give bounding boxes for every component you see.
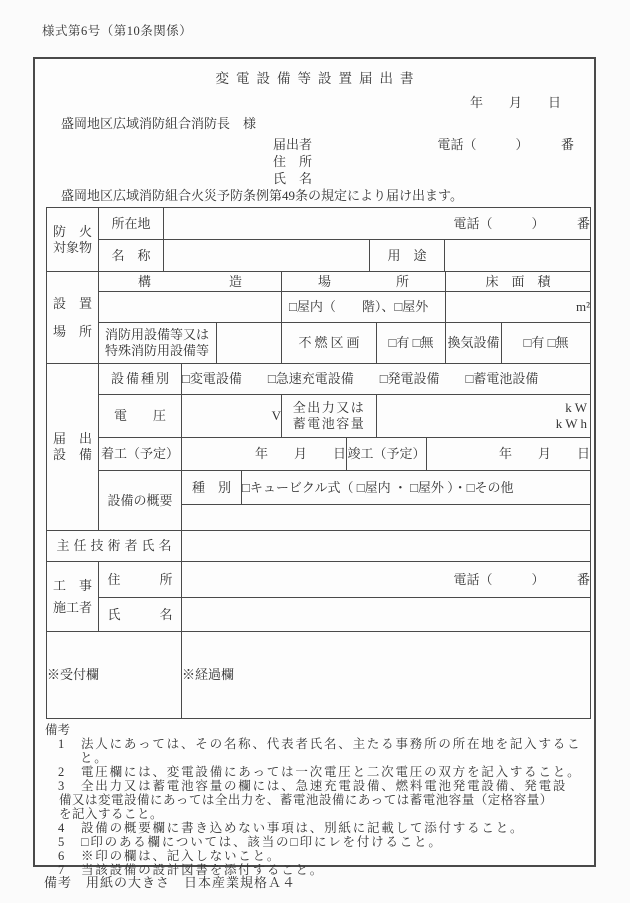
fireproof-label: 不燃区画 bbox=[282, 323, 377, 364]
structure-header: 構 造 bbox=[99, 272, 282, 292]
remark-item-2: 2 電圧欄には、変電設備にあっては一次電圧と二次電圧の双方を記入すること。 bbox=[58, 765, 582, 779]
fire-object-group-label: 防 火 対象物 bbox=[47, 208, 99, 272]
section-install-site bbox=[46, 271, 591, 364]
remark-item-3: 3 全出力又は蓄電池容量の欄には、急速充電設備、燃料電池発電設備、発電設 bbox=[58, 779, 568, 793]
place-header: 場 所 bbox=[282, 272, 446, 292]
use-field bbox=[445, 240, 591, 272]
progress-box: ※経過欄 bbox=[182, 632, 591, 719]
indoor-outdoor-options: □屋内（ 階）、□屋外 bbox=[282, 292, 446, 323]
contractor-name-field bbox=[182, 598, 591, 632]
contractor-address-label: 住 所 bbox=[99, 562, 182, 598]
completion-date-label: 竣工（予定） bbox=[347, 438, 427, 471]
remark-item-1: 1 法人にあっては、その名称、代表者氏名、主たる事務所の所在地を記入するこ bbox=[58, 737, 582, 751]
building-name-field bbox=[164, 240, 370, 272]
chief-engineer-label: 主任技術者氏名 bbox=[47, 531, 182, 562]
voltage-label: 電 圧 bbox=[99, 395, 182, 438]
fire-equipment-field bbox=[217, 323, 282, 364]
remark-item-3-cont2: を記入すること。 bbox=[59, 807, 164, 821]
notifier-row bbox=[273, 136, 594, 153]
chief-engineer-field bbox=[182, 531, 591, 562]
output-label: 全出力又は 蓄電池容量 bbox=[282, 395, 377, 438]
fire-equipment-label: 消防用設備等又は 特殊消防用設備等 bbox=[99, 323, 217, 364]
equipment-type-options: □変電設備 □急速充電設備 □発電設備 □蓄電池設備 bbox=[182, 364, 591, 395]
reception-box: ※受付欄 bbox=[47, 632, 182, 719]
equipment-type-label: 設備種別 bbox=[99, 364, 182, 395]
submission-date-line: 年 月 日 bbox=[469, 95, 561, 110]
fireproof-options: □有 □無 bbox=[377, 323, 446, 364]
contractor-address-field: 電話（ ） 番 bbox=[182, 562, 591, 598]
voltage-field: V bbox=[182, 395, 282, 438]
completion-date-field: 年 月 日 bbox=[427, 438, 591, 471]
overview-label: 設備の概要 bbox=[99, 471, 182, 531]
start-date-field: 年 月 日 bbox=[182, 438, 347, 471]
remark-item-4: 4 設備の概要欄に書き込めない事項は、別紙に記載して添付すること。 bbox=[58, 821, 525, 835]
overview-field bbox=[182, 505, 591, 531]
kind-options: □キュービクル式（ □屋内 ・ □屋外 ）・□その他 bbox=[242, 471, 591, 505]
declaration-line: 盛岡地区広域消防組合火災予防条例第49条の規定により届け出ます。 bbox=[61, 188, 463, 203]
ventilation-label: 換気設備 bbox=[446, 323, 502, 364]
remark-item-6: 6 ※印の欄は、記入しないこと。 bbox=[58, 849, 282, 863]
section-equipment bbox=[46, 363, 591, 531]
kind-label: 種 別 bbox=[182, 471, 242, 505]
form-number: 様式第6号（第10条関係） bbox=[42, 24, 193, 38]
section-office-use bbox=[46, 631, 591, 719]
notifier-address-label: 住 所 bbox=[273, 154, 313, 169]
form-table bbox=[46, 207, 591, 719]
remark-item-7: 7 当該設備の設計図書を添付すること。 bbox=[58, 863, 325, 877]
building-name-label: 名 称 bbox=[99, 240, 164, 272]
section-fire-object bbox=[46, 207, 591, 272]
install-site-group-label: 設 置 場 所 bbox=[47, 272, 99, 364]
remarks-title: 備考 bbox=[45, 723, 71, 737]
notifier-block bbox=[273, 136, 594, 187]
contractor-name-label: 氏 名 bbox=[99, 598, 182, 632]
form-sheet bbox=[33, 57, 596, 877]
output-field: kW kWh bbox=[377, 395, 591, 438]
use-label: 用 途 bbox=[370, 240, 445, 272]
start-date-label: 着工（予定） bbox=[99, 438, 182, 471]
floor-area-header: 床 面 積 bbox=[446, 272, 591, 292]
notifier-label: 届出者 bbox=[273, 137, 313, 152]
remarks-block bbox=[45, 723, 584, 877]
addressee-line: 盛岡地区広域消防組合消防長 様 bbox=[61, 116, 257, 131]
section-contractor bbox=[46, 561, 591, 632]
remark-item-5: 5 □印のある欄については、該当の□印にレを付けること。 bbox=[58, 835, 443, 849]
notifier-name-label: 氏 名 bbox=[273, 171, 313, 186]
paper-size-note: 備考 用紙の大きさ 日本産業規格Ａ４ bbox=[44, 875, 297, 890]
equipment-group-label: 届 出 設 備 bbox=[47, 364, 99, 531]
ventilation-options: □有 □無 bbox=[502, 323, 591, 364]
location-value-field: 電話（ ） 番 bbox=[164, 208, 591, 240]
form-title: 変電設備等設置届出書 bbox=[215, 71, 421, 86]
contractor-group-label: 工 事 施工者 bbox=[47, 562, 99, 632]
remark-item-1-cont: と。 bbox=[80, 751, 109, 765]
notifier-phone-field: 電話（ ） 番 bbox=[437, 137, 574, 152]
remark-item-3-cont1: 備又は変電設備にあっては全出力を、蓄電池設備にあっては蓄電池容量（定格容量） bbox=[59, 793, 553, 807]
section-chief-engineer bbox=[46, 530, 591, 562]
location-label: 所在地 bbox=[99, 208, 164, 240]
structure-field bbox=[99, 292, 282, 323]
floor-area-field: m² bbox=[446, 292, 591, 323]
